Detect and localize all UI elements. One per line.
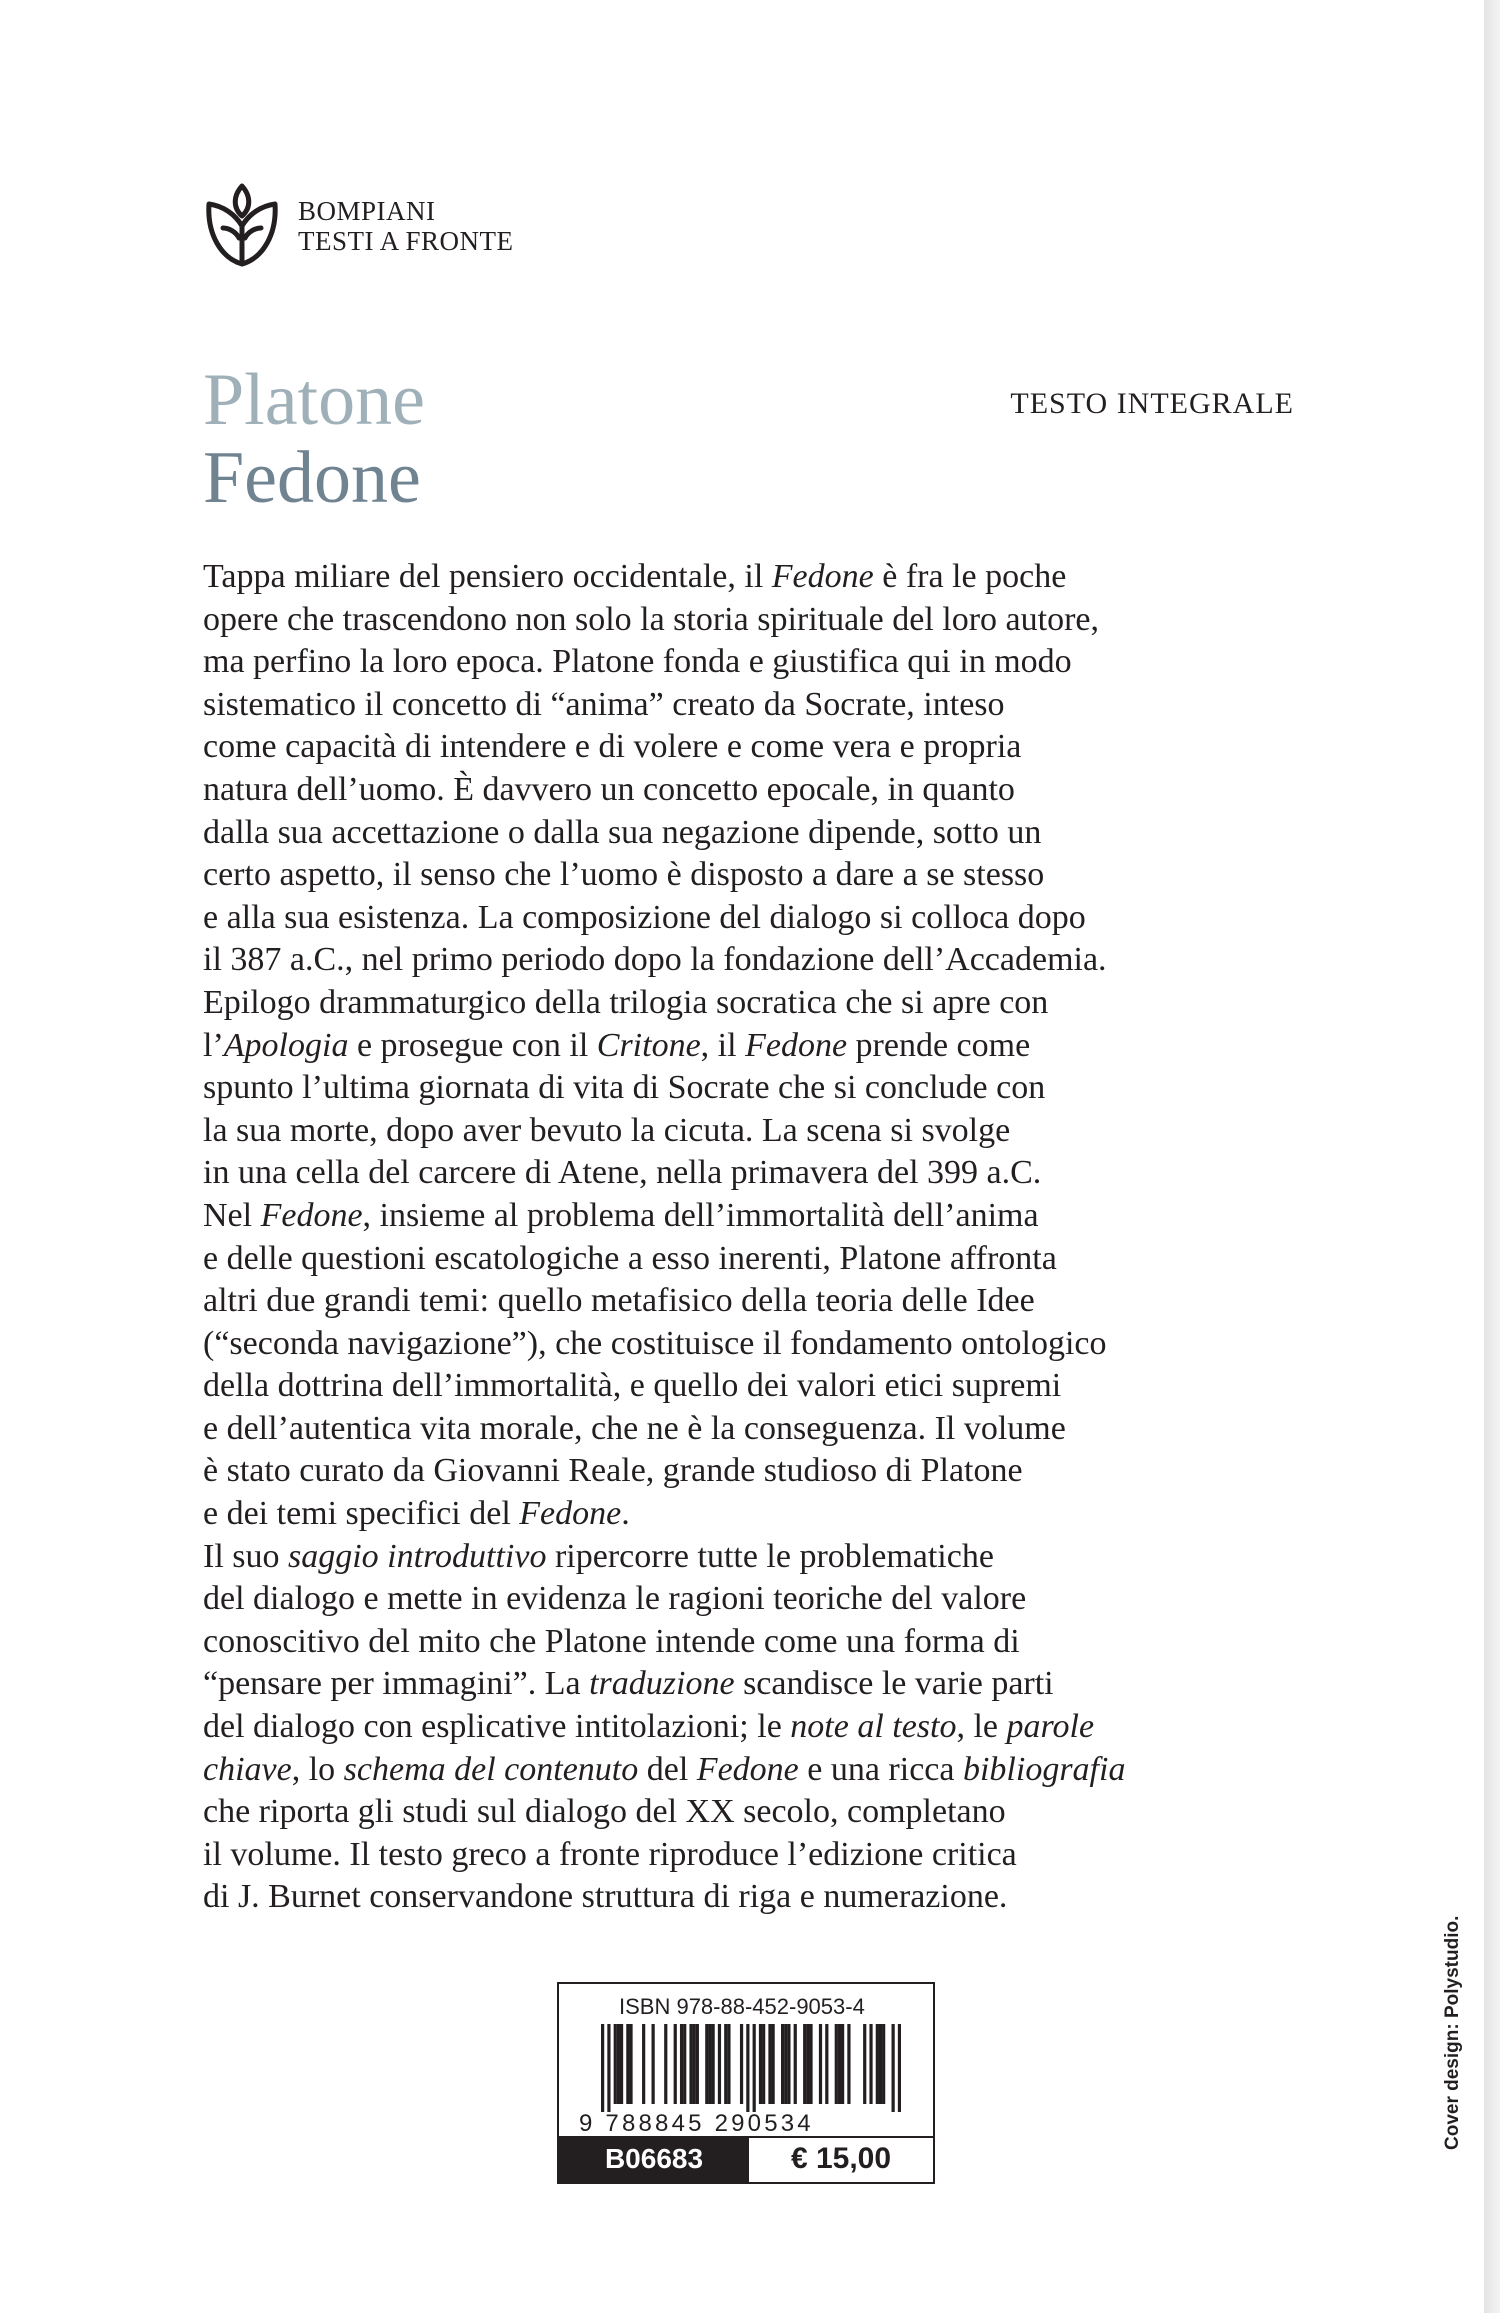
barcode-bar — [841, 2024, 844, 2104]
barcode-bar — [898, 2024, 901, 2112]
barcode-bar — [863, 2024, 866, 2104]
barcode-bar — [869, 2024, 872, 2104]
barcode-bar — [652, 2024, 655, 2104]
italic-term: chiave — [203, 1750, 292, 1788]
barcode-bar — [835, 2024, 838, 2104]
italic-term: note al testo — [790, 1708, 957, 1746]
barcode-bar — [617, 2024, 620, 2104]
barcode-bar — [772, 2024, 775, 2104]
italic-term: parole — [1006, 1708, 1095, 1746]
barcode-bar — [642, 2024, 645, 2104]
barcode-bar — [876, 2024, 879, 2104]
barcode-bar — [614, 2024, 617, 2104]
barcode-bar — [689, 2024, 692, 2104]
italic-term: Fedone — [771, 558, 874, 595]
barcode-bar — [847, 2024, 850, 2104]
barcode-bar — [740, 2024, 743, 2104]
barcode-bar — [762, 2024, 765, 2104]
italic-term: Critone — [596, 1026, 701, 1064]
description-line: e delle questioni escatologiche a esso inerenti, Platone affronta — [203, 1239, 1057, 1277]
barcode-bar — [753, 2024, 756, 2112]
description-line: opere che trascendono non solo la storia spirituale del loro autore, — [203, 600, 1099, 638]
description-line: del dialogo e mette in evidenza le ragioni teoriche del valore — [203, 1580, 1027, 1618]
description-line: la sua morte, dopo aver bevuto la cicuta. La scena si svolge — [203, 1111, 1011, 1149]
description-line: l’Apologia e prosegue con il Critone, il Fedone prende come — [203, 1026, 1031, 1064]
publisher-line-1: BOMPIANI — [298, 196, 436, 226]
description-line: ma perfino la loro epoca. Platone fonda e giustifica qui in modo — [203, 643, 1072, 681]
description-line: natura dell’uomo. È davvero un concetto epocale, in quanto — [203, 770, 1015, 808]
barcode-bar — [724, 2024, 727, 2104]
cover-design-credit: Cover design: Polystudio. — [1442, 1915, 1463, 2150]
product-code: B06683 — [559, 2138, 749, 2182]
barcode-bar — [696, 2024, 699, 2104]
italic-term: bibliografia — [962, 1750, 1126, 1788]
barcode-digits: 9 788845 290534 — [579, 2110, 814, 2137]
description-line: spunto l’ultima giornata di vita di Socrate che si conclude con — [203, 1069, 1046, 1107]
description-line: Il suo saggio introduttivo ripercorre tutte le problematiche — [203, 1537, 994, 1575]
barcode-bar — [825, 2024, 828, 2104]
italic-term: Apologia — [223, 1026, 349, 1064]
italic-term: Fedone — [519, 1495, 622, 1533]
barcode-bar — [718, 2024, 721, 2104]
description-line: chiave, lo schema del contenuto del Fedone e una ricca bibliografia — [203, 1750, 1126, 1788]
italic-term: saggio introduttivo — [288, 1537, 547, 1575]
edition-badge: TESTO INTEGRALE — [1010, 387, 1294, 420]
barcode-bar — [784, 2024, 787, 2104]
publisher-name — [298, 196, 514, 256]
barcode-bar — [705, 2024, 708, 2104]
barcode-box — [557, 1982, 935, 2184]
barcode-bar — [626, 2024, 629, 2104]
barcode-bar — [693, 2024, 696, 2104]
description-line: è stato curato da Giovanni Reale, grande studioso di Platone — [203, 1452, 1023, 1490]
barcode-bar — [664, 2024, 667, 2104]
barcode-bar — [620, 2024, 623, 2104]
description-line: sistematico il concetto di “anima” creato da Socrate, inteso — [203, 685, 1005, 723]
description-line: (“seconda navigazione”), che costituisce il fondamento ontologico — [203, 1324, 1107, 1362]
description-line: che riporta gli studi sul dialogo del XX secolo, completano — [203, 1793, 1006, 1831]
barcode-bar — [794, 2024, 797, 2104]
book-author: Platone — [203, 359, 425, 441]
description-line: dalla sua accettazione o dalla sua negazione dipende, sotto un — [203, 813, 1042, 851]
barcode-bar — [892, 2024, 895, 2112]
publisher-line-2: TESTI A FRONTE — [298, 226, 514, 256]
barcode-icon — [601, 2024, 901, 2112]
barcode-bar — [768, 2024, 771, 2104]
description-line: Epilogo drammaturgico della trilogia socratica che si apre con — [203, 983, 1049, 1021]
description-line: di J. Burnet conservandone struttura di riga e numerazione. — [203, 1878, 1008, 1916]
barcode-bar — [879, 2024, 882, 2104]
book-description — [203, 556, 1323, 1919]
description-line: “pensare per immagini”. La traduzione scandisce le varie parti — [203, 1665, 1054, 1703]
isbn-label: ISBN 978-88-452-9053-4 — [619, 1994, 865, 2019]
description-line: il 387 a.C., nel primo periodo dopo la fondazione dell’Accademia. — [203, 941, 1107, 979]
italic-term: Fedone — [260, 1196, 363, 1234]
barcode-bar — [803, 2024, 806, 2104]
italic-term: Fedone — [745, 1026, 848, 1064]
price-label: € 15,00 — [790, 2142, 892, 2175]
code-price-row — [559, 2136, 933, 2182]
description-line: Nel Fedone, insieme al problema dell’immortalità dell’anima — [203, 1196, 1039, 1234]
description-line: come capacità di intendere e di volere e come vera e propria — [203, 728, 1022, 766]
barcode-bar — [727, 2024, 730, 2104]
barcode-bar — [683, 2024, 686, 2104]
description-line: certo aspetto, il senso che l’uomo è disposto a dare a se stesso — [203, 856, 1045, 894]
barcode-bar — [712, 2024, 715, 2104]
barcode-bar — [838, 2024, 841, 2104]
barcode-bar — [607, 2024, 610, 2112]
italic-term: traduzione — [589, 1665, 735, 1703]
description-line: del dialogo con esplicative intitolazioni; le note al testo, le parole — [203, 1708, 1095, 1746]
barcode-bar — [809, 2024, 812, 2104]
barcode-bar — [819, 2024, 822, 2104]
description-line: altri due grandi temi: quello metafisico della teoria delle Idee — [203, 1282, 1035, 1320]
description-line: Tappa miliare del pensiero occidentale, il Fedone è fra le poche — [203, 558, 1067, 595]
description-line: della dottrina dell’immortalità, e quello dei valori etici supremi — [203, 1367, 1062, 1405]
bompiani-flower-logo-icon — [203, 182, 281, 268]
barcode-bar — [629, 2024, 632, 2104]
description-line: in una cella del carcere di Atene, nella primavera del 399 a.C. — [203, 1154, 1042, 1192]
description-line: e alla sua esistenza. La composizione del dialogo si colloca dopo — [203, 898, 1086, 936]
barcode-bar — [746, 2024, 749, 2112]
barcode-bar — [674, 2024, 677, 2104]
barcode-bar — [781, 2024, 784, 2104]
description-line: e dell’autentica vita morale, che ne è la conseguenza. Il volume — [203, 1409, 1066, 1447]
barcode-bar — [787, 2024, 790, 2104]
barcode-bar — [708, 2024, 711, 2104]
book-title: Fedone — [203, 437, 421, 519]
description-line: il volume. Il testo greco a fronte riproduce l’edizione critica — [203, 1835, 1017, 1873]
barcode-bar — [882, 2024, 885, 2104]
italic-term: schema del contenuto — [343, 1750, 639, 1788]
description-line: e dei temi specifici del Fedone. — [203, 1495, 630, 1533]
description-line: conoscitivo del mito che Platone intende come una forma di — [203, 1622, 1020, 1660]
barcode-bar — [601, 2024, 604, 2112]
barcode-bar — [806, 2024, 809, 2104]
italic-term: Fedone — [696, 1750, 799, 1788]
barcode-bar — [680, 2024, 683, 2104]
spine-edge — [1484, 0, 1500, 2313]
barcode-bar — [759, 2024, 762, 2104]
